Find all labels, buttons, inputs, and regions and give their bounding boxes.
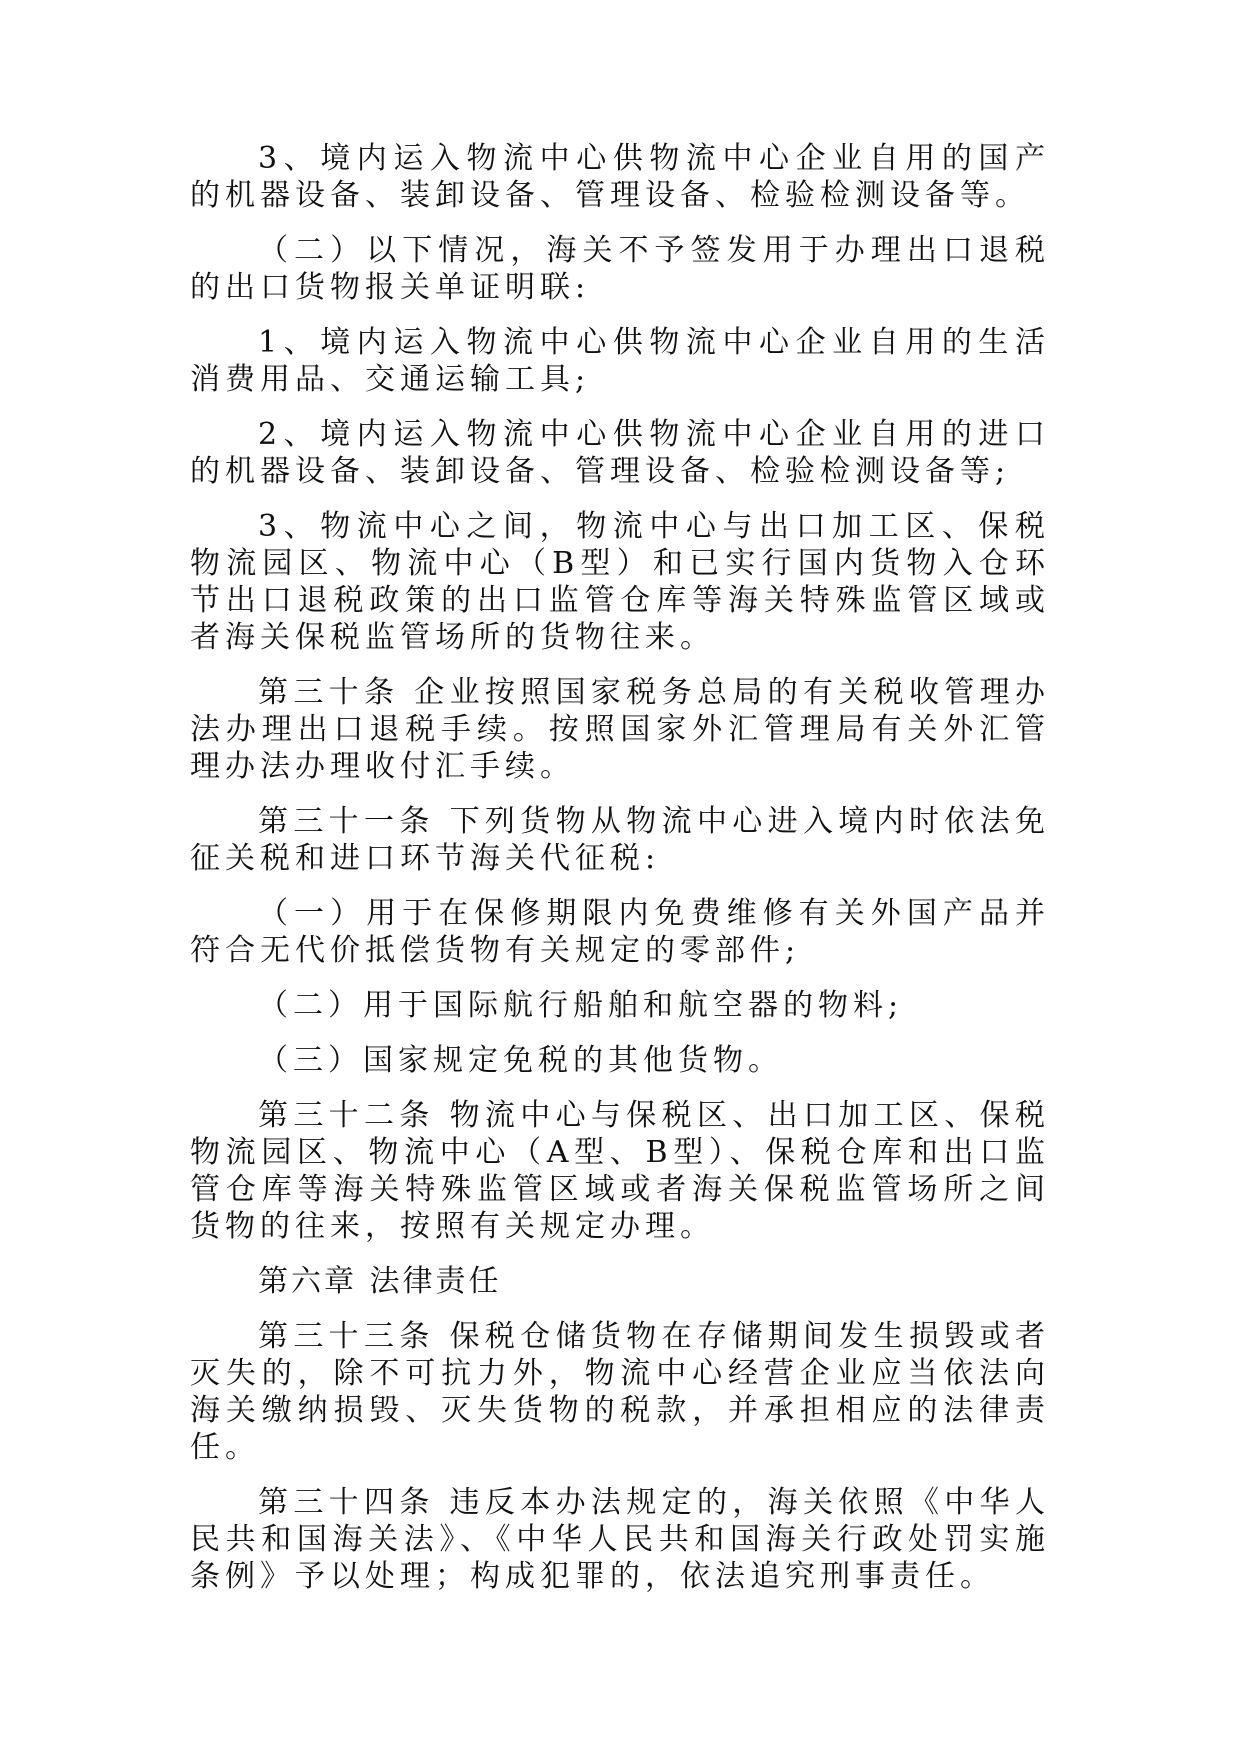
paragraph-item-3-domestic-equipment: 3、境内运入物流中心供物流中心企业自用的国产的机器设备、装卸设备、管理设备、检验检测设备等。 (190, 141, 1050, 213)
paragraph-section-2-no-export-refund: （二）以下情况，海关不予签发用于办理出口退税的出口货物报关单证明联: (190, 233, 1050, 305)
paragraph-article-31: 第三十一条 下列货物从物流中心进入境内时依法免征关税和进口环节海关代征税: (190, 804, 1050, 876)
paragraph-article-31-item-2: （二）用于国际航行船舶和航空器的物料; (258, 988, 904, 1023)
paragraph-article-32: 第三十二条 物流中心与保税区、出口加工区、保税物流园区、物流中心（A型、B型）、保税仓库和出口监管仓库等海关特殊监管区域或者海关保税监管场所之间货物的往来，按照有关规定办理。 (190, 1098, 1050, 1244)
paragraph-article-33: 第三十三条 保税仓储货物在存储期间发生损毁或者灭失的，除不可抗力外，物流中心经营企业应当依法向海关缴纳损毁、灭失货物的税款，并承担相应的法律责任。 (190, 1319, 1050, 1465)
paragraph-article-30: 第三十条 企业按照国家税务总局的有关税收管理办法办理出口退税手续。按照国家外汇管理局有关外汇管理办法办理收付汇手续。 (190, 675, 1050, 784)
paragraph-article-31-item-3: （三）国家规定免税的其他货物。 (258, 1043, 783, 1078)
document-body (190, 140, 1050, 1613)
paragraph-article-34: 第三十四条 违反本办法规定的，海关依照《中华人民共和国海关法》、《中华人民共和国海关行政处罚实施条例》予以处理；构成犯罪的，依法追究刑事责任。 (190, 1485, 1050, 1594)
paragraph-item-2-imported-equipment: 2、境内运入物流中心供物流中心企业自用的进口的机器设备、装卸设备、管理设备、检验检测设备等; (190, 417, 1050, 489)
chapter-6-heading: 第六章 法律责任 (258, 1264, 502, 1299)
paragraph-item-3-center-transfers: 3、物流中心之间，物流中心与出口加工区、保税物流园区、物流中心（B型）和已实行国内货物入仓环节出口退税政策的出口监管仓库等海关特殊监管区域或者海关保税监管场所的货物往来。 (190, 509, 1050, 655)
paragraph-article-31-item-1: （一）用于在保修期限内免费维修有关外国产品并符合无代价抵偿货物有关规定的零部件; (190, 896, 1050, 968)
paragraph-item-1-living-goods: 1、境内运入物流中心供物流中心企业自用的生活消费用品、交通运输工具; (190, 325, 1050, 397)
